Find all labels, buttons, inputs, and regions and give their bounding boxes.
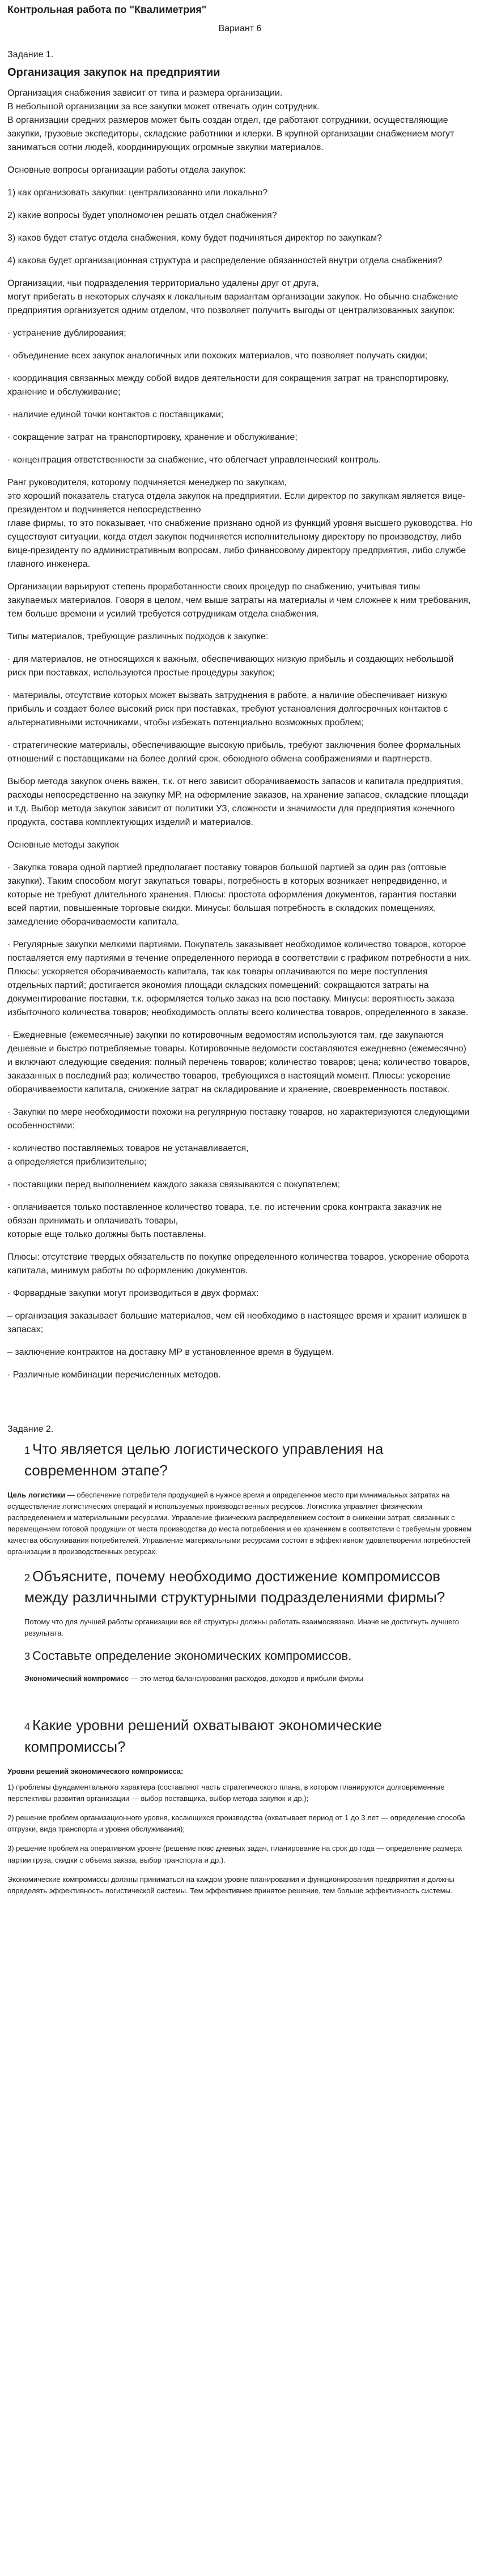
task1-paragraph-7: · устранение дублирования;	[7, 328, 126, 339]
question-3-answer	[7, 1673, 473, 1684]
question-3-answer-text: — это метод балансирования расходов, доходов и прибыли фирмы	[129, 1674, 364, 1683]
task1-paragraph-20: Основные методы закупок	[7, 840, 119, 850]
task1-paragraph-31: – заключение контрактов на доставку МР в установленное время в будущем.	[7, 1347, 334, 1358]
question-2-number: 2	[24, 1572, 31, 1584]
task1-paragraph-2: 1) как организовать закупки: централизованно или локально?	[7, 188, 268, 198]
question-2-answer: Потому что для лучшей работы организации все её структуры должны работать взаимосвязано. Иначе не достигнуть лучшего результата.	[24, 1617, 459, 1638]
task1-heading: Организация закупок на предприятии	[7, 66, 220, 79]
task1-paragraph-8: · объединение всех закупок аналогичных или похожих материалов, что позволяет получать скидки;	[7, 351, 428, 361]
question-4-subheading-text: Уровни решений экономического компромисса:	[7, 1766, 184, 1775]
question-1-answer	[7, 1490, 473, 1558]
question-4-text: Какие уровни решений охватывают экономические компромиссы?	[24, 1717, 382, 1755]
task1-paragraph-25: - количество поставляемых товаров не устанавливается, а определяется приблизительно;	[7, 1144, 249, 1167]
task1-paragraph-16: · для материалов, не относящихся к важным, обеспечивающих низкую прибыль и создающих небольшой риск при поставках, используются простые процедуры закупок;	[7, 654, 454, 678]
variant-label: Вариант 6	[218, 24, 262, 34]
task1-paragraph-27: - оплачивается только поставленное количество товара, т.е. по истечении срока контракта заказчик не обязан принимать и оплачивать товары, которые еще только должны быть поставлены.	[7, 1203, 442, 1240]
task1-paragraph-28: Плюсы: отсутствие твердых обязательств по покупке определенного количества товаров, ускорение оборота капитала, минимум работы по оформлению документов.	[7, 1252, 469, 1276]
task1-paragraph-21: · Закупка товара одной партией предполагает поставку товаров большой партией за один раз (оптовые закупки). Таким способом могут закупаться товары, потребность в которых возникает непредвиденно, и которые не требуют длительного хранения. Плюсы: простота оформления документов, гарантия поставки всей партии, повышенные торговые скидки. Минусы: большая потребность в складских помещениях, замедление оборачиваемости капитала.	[7, 863, 457, 927]
question-4-item-2: 3) решение проблем на оперативном уровне (решение повс дневных задач, планирование на срок до года — определение размера партии груза, скидки с объема заказа, выбор транспорта и др.).	[7, 1844, 462, 1864]
question-2-heading	[7, 1566, 473, 1608]
task1-paragraph-18: · стратегические материалы, обеспечивающие высокую прибыль, требуют заключения более формальных отношений с поставщиками на более долгий срок, обоюдного обмена соображениями и партнерств.	[7, 741, 461, 764]
question-4-heading	[7, 1715, 473, 1757]
question-4-number: 4	[24, 1721, 31, 1733]
task1-paragraph-5: 4) каковa будет организационная структура и распределение обязанностей внутри отдела снабжения?	[7, 256, 443, 266]
document-title: Контрольная работа по "Квалиметрия"	[7, 4, 207, 15]
task1-paragraph-22: · Регулярные закупки мелкими партиями. Покупатель заказывает необходимое количество товаров, которое поставляется ему партиями в течение определенного периода в соответствии с графиком потребности в них. Плюсы: ускоряется оборачиваемость капитала, так как товары оплачиваются по мере поступления отдельных партий; достигается экономия площади складских помещений; сокращаются затраты на документирование поставки, т.к. оформляется только заказ на всю поставку. Минусы: вероятность заказа избыточного количества товаров; необходимость оплаты всего количества товаров, определенного в заказе.	[7, 940, 471, 1018]
task1-paragraph-26: - поставщики перед выполнением каждого заказа связываются с покупателем;	[7, 1180, 341, 1190]
task1-paragraph-6: Организации, чьи подразделения территориально удалены друг от друга, могут прибегать в некоторых случаях к локальным вариантам организации закупок. Но обычно снабжение предприятия организуется одним отделом, что позволяет получить выгоды от централизованных закупок:	[7, 279, 458, 316]
question-4-item-1: 2) решение проблем организационного уровня, касающихся производства (охватывает период от 1 до 3 лет — определение способа отгрузки, вида транспорта и уровня обслуживания);	[7, 1813, 465, 1834]
question-4-item-0: 1) проблемы фундаментального характера (составляют часть стратегического плана, в котором планируются долговременные перспективы развития организации — выбор поставщика, выбор метода закупок и др.);	[7, 1782, 445, 1803]
task1-paragraph-3: 2) какие вопросы будет уполномочен решать отдел снабжения?	[7, 211, 277, 221]
task1-paragraph-29: · Форвардные закупки могут производиться в двух формах:	[7, 1289, 259, 1299]
task1-paragraph-0: Организация снабжения зависит от типа и размера организации. В небольшой организации за все закупки может отвечать один сотрудник. В организации средних размеров может быть создан отдел, где работают сотрудники, осуществляющие закупки, грузовые экспедиторы, складские работники и клерки. В крупной организации снабжением могут заниматься сотни людей, координирующих огромные закупки материалов.	[7, 88, 454, 153]
task1-paragraph-17: · материалы, отсутствие которых может вызвать затруднения в работе, а наличие обеспечивает низкую прибыль и создает более высокий риск при поставках, требуют установления долгосрочных контактов с альтернативными источниками, чтобы избежать потенциально возможных проблем;	[7, 691, 448, 728]
question-1-text: Что является целью логистического управления на современном этапе?	[24, 1440, 384, 1479]
task1-body	[7, 87, 473, 1382]
task1-paragraph-12: · концентрация ответственности за снабжение, что облегчает управленческий контроль.	[7, 455, 381, 465]
task1-paragraph-30: – организация заказывает большие материалов, чем ей необходимо в настоящее время и хранит излишек в запасах;	[7, 1311, 467, 1335]
task1-paragraph-13: Ранг руководителя, которому подчиняется менеджер по закупкам, это хороший показатель статуса отдела закупок на предприятии. Если директор по закупкам является вице-президентом и подчиняется непосредственно главе фирмы, то это показывает, что снабжение признано одной из функций уровня высшего руководства. Но существуют ситуации, когда отдел закупок подчиняется исполнительному директору по производству, либо вице-президенту по административным вопросам, либо финансовому директору предприятия, либо службе главного инженера.	[7, 478, 473, 570]
question-1-number: 1	[24, 1445, 31, 1457]
question-4-item-3: Экономические компромиссы должны приниматься на каждом уровне планирования и функционирования предприятия и должны определять эффективность логистической системы. Тем эффективнее принятое решение, тем больше эффективность системы.	[7, 1875, 454, 1895]
question-1-term: Цель логистики	[7, 1490, 66, 1499]
task1-paragraph-24: · Закупки по мере необходимости похожи на регулярную поставку товаров, но характеризуются следующими особенностями:	[7, 1107, 470, 1131]
question-3-term: Экономический компромисс	[24, 1674, 129, 1683]
question-3-heading	[7, 1647, 473, 1665]
question-1-answer-text: — обеспечение потребителя продукцией в нужное время и определенное место при минимальных затратах на осуществление логистических операций и используемых производственных ресурсов. Логистика управляет физическим распределением и материальными ресурсами. Управление физическим распределением состоит в снижении затрат, связанных с перемещением готовой продукции от места производства до места потребления и ее хранением в соответствии с требуемым уровнем качества обслуживания потребителей. Управление материальными ресурсами состоит в эффективном удовлетворении потребностей организации в производственных ресурсах.	[7, 1490, 472, 1556]
task1-paragraph-10: · наличие единой точки контактов с поставщиками;	[7, 410, 224, 420]
question-2-text: Объясните, почему необходимо достижение компромиссов между различными структурными подразделениями фирмы?	[24, 1567, 445, 1606]
task1-paragraph-32: · Различные комбинации перечисленных методов.	[7, 1370, 221, 1380]
task1-paragraph-14: Организации варьируют степень проработанности своих процедур по снабжению, учитывая типы закупаемых материалов. Говоря в целом, чем выше затраты на материалы и чем сложнее к ним требования, тем больше времени и усилий требуется сотрудникам отдела снабжения.	[7, 582, 471, 619]
task1-paragraph-1: Основные вопросы организации работы отдела закупок:	[7, 165, 246, 176]
task2-label: Задание 2.	[7, 1424, 54, 1435]
question-3-text: Составьте определение экономических компромиссов.	[32, 1649, 352, 1663]
task1-paragraph-23: · Ежедневные (ежемесячные) закупки по котировочным ведомостям используются там, где закупаются дешевые и быстро потребляемые товары. Котировочные ведомости составляются ежедневно (ежемесячно) и включают следующие сведения: полный перечень товаров; количество товаров; цена; количество товаров, заказанных в последний раз; количество товаров, требующихся в настоящий момент. Плюсы: ускорение оборачиваемости капитала, снижение затрат на складирование и хранение, своевременность поставок.	[7, 1030, 470, 1095]
task1-paragraph-4: 3) каков будет статус отдела снабжения, кому будет подчиняться директор по закупкам?	[7, 233, 382, 243]
question-4-subheading	[7, 1766, 473, 1777]
question-1-heading	[7, 1439, 473, 1481]
question-3-number: 3	[24, 1651, 31, 1663]
task1-paragraph-19: Выбор метода закупок очень важен, т.к. от него зависит оборачиваемость запасов и капитала предприятия, расходы непосредственно на закупку МР, на оформление заказов, на хранение запасов, складские площади и т.д. Выбор метода закупок зависит от политики УЗ, сложности и значимости для предприятия конечного продукта, состава комплектующих изделий и материалов.	[7, 777, 469, 828]
task1-paragraph-9: · координация связанных между собой видов деятельности для сокращения затрат на транспортировку, хранение и обслуживание;	[7, 374, 449, 397]
question-4-items	[7, 1782, 473, 1897]
task1-label: Задание 1.	[7, 50, 54, 60]
task1-paragraph-11: · сокращение затрат на транспортировку, хранение и обслуживание;	[7, 433, 298, 443]
task1-paragraph-15: Типы материалов, требующие различных подходов к закупке:	[7, 632, 269, 642]
